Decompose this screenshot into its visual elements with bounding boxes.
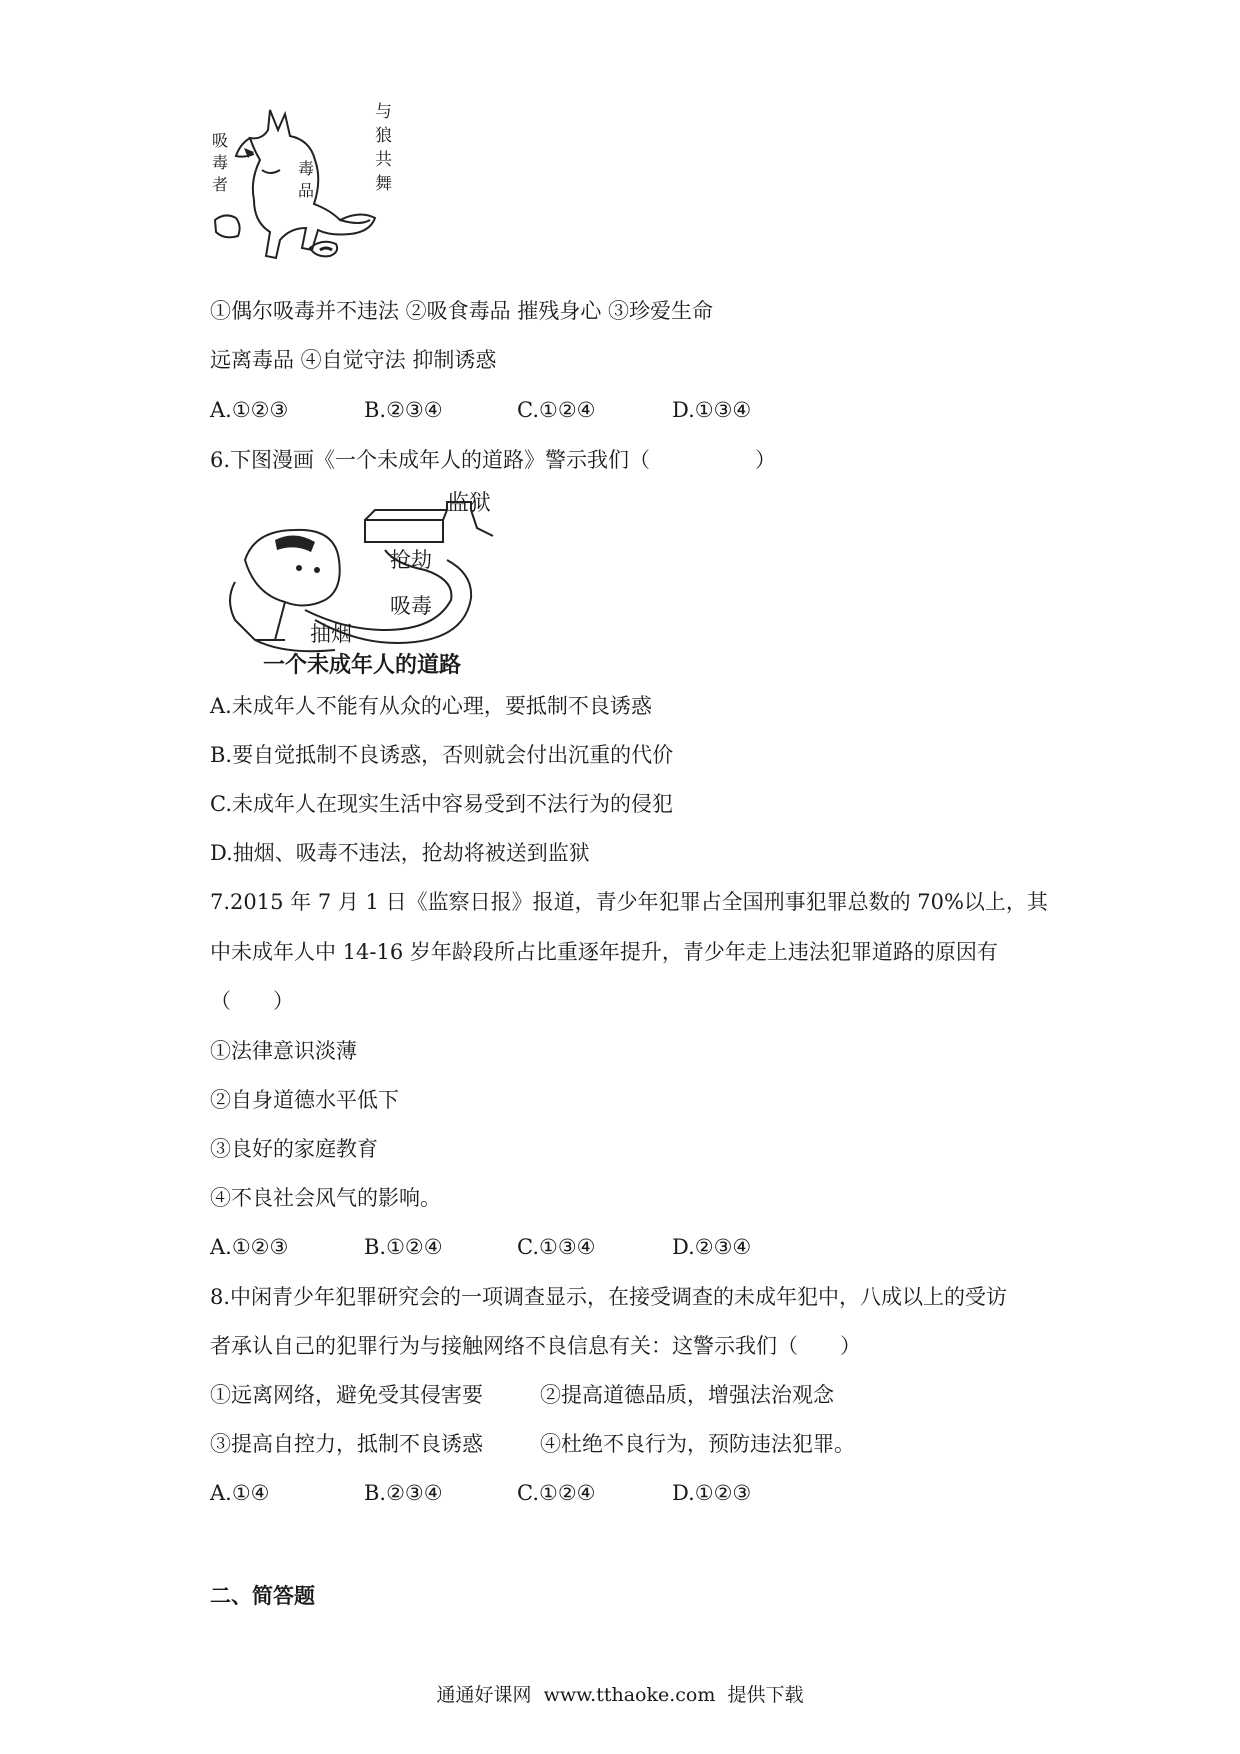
q7-statement-3: ③良好的家庭教育 <box>210 1137 378 1161</box>
q8-option-a[interactable]: A.①④ <box>210 1481 270 1505</box>
q6-option-a[interactable]: A.未成年人不能有从众的心理，要抵制不良诱惑 <box>210 694 652 718</box>
q8-option-c[interactable]: C.①②④ <box>517 1481 596 1505</box>
q7-stem-line2: 中未成年人中 14-16 岁年龄段所占比重逐年提升，青少年走上违法犯罪道路的原因有 <box>210 940 998 964</box>
section-title-short-answer: 二、简答题 <box>210 1584 315 1608</box>
page-footer: 通通好课网 www.tthaoke.com 提供下载 <box>436 1684 804 1706</box>
q7-statement-2: ②自身道德水平低下 <box>210 1088 399 1112</box>
q7-stem-line3: （ ） <box>210 989 294 1013</box>
q5-statements-line1: ①偶尔吸毒并不违法 ②吸食毒品 摧残身心 ③珍爱生命 <box>210 299 714 323</box>
q8-option-b[interactable]: B.②③④ <box>364 1481 443 1505</box>
q7-option-c[interactable]: C.①③④ <box>517 1235 596 1259</box>
q6-option-b[interactable]: B.要自觉抵制不良诱惑，否则就会付出沉重的代价 <box>210 743 674 767</box>
q8-statement-1: ①远离网络，避免受其侵害要 <box>210 1383 483 1407</box>
q8-option-d[interactable]: D.①②③ <box>672 1481 752 1505</box>
q7-statement-4: ④不良社会风气的影响。 <box>210 1186 441 1210</box>
q7-option-b[interactable]: B.①②④ <box>364 1235 443 1259</box>
q8-stem-line2: 者承认自己的犯罪行为与接触网络不良信息有关：这警示我们（ ） <box>210 1334 861 1358</box>
q7-option-a[interactable]: A.①②③ <box>210 1235 289 1259</box>
q8-statement-4: ④杜绝不良行为，预防违法犯罪。 <box>540 1432 855 1456</box>
q5-option-c[interactable]: C.①②④ <box>517 398 596 422</box>
wolf-caption-vertical: 与狼共舞 <box>375 102 392 194</box>
q7-stem-line1: 7.2015 年 7 月 1 日《监察日报》报道，青少年犯罪占全国刑事犯罪总数的 70%以上，其 <box>210 890 1048 914</box>
q5-option-d[interactable]: D.①③④ <box>672 398 752 422</box>
robbery-label: 抢劫 <box>390 548 432 572</box>
wolf-cartoon-figure <box>210 100 410 280</box>
drugs-label: 吸毒 <box>390 594 432 618</box>
cartoon-caption: 一个未成年人的道路 <box>263 653 462 678</box>
drug-user-label-vertical: 吸毒者 <box>212 131 229 194</box>
q7-statement-1: ①法律意识淡薄 <box>210 1039 357 1063</box>
q5-statements-line2: 远离毒品 ④自觉守法 抑制诱惑 <box>210 348 497 372</box>
q5-option-a[interactable]: A.①②③ <box>210 398 289 422</box>
smoking-label: 抽烟 <box>310 622 352 646</box>
q6-stem: 6.下图漫画《一个未成年人的道路》警示我们（ ） <box>210 448 777 472</box>
q8-statement-3: ③提高自控力，抵制不良诱惑 <box>210 1432 483 1456</box>
q8-stem-line1: 8.中闲青少年犯罪研究会的一项调查显示，在接受调查的未成年犯中，八成以上的受访 <box>210 1285 1008 1309</box>
q6-option-d[interactable]: D.抽烟、吸毒不违法，抢劫将被送到监狱 <box>210 841 590 865</box>
minor-road-cartoon-figure <box>215 490 555 678</box>
q6-option-c[interactable]: C.未成年人在现实生活中容易受到不法行为的侵犯 <box>210 792 673 816</box>
q8-statement-2: ②提高道德品质，增强法治观念 <box>540 1383 834 1407</box>
q5-option-b[interactable]: B.②③④ <box>364 398 443 422</box>
q7-option-d[interactable]: D.②③④ <box>672 1235 752 1259</box>
prison-label: 监狱 <box>447 491 492 516</box>
drugs-label-vertical: 毒品 <box>298 159 315 200</box>
